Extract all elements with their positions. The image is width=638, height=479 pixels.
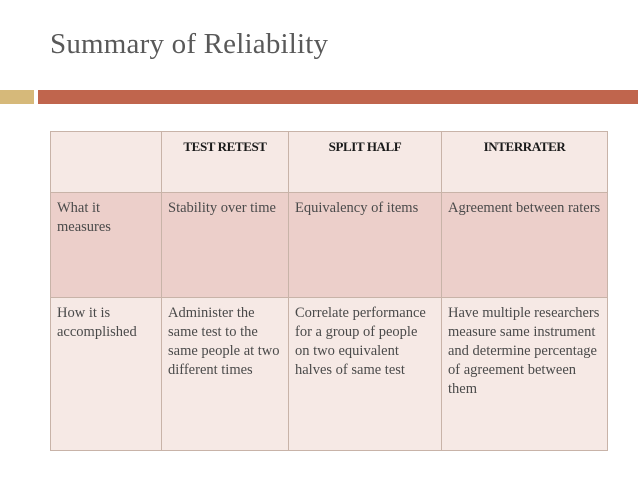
cell-split-half-measures: Equivalency of items xyxy=(289,193,442,298)
header-interrater: INTERRATER xyxy=(442,132,608,193)
row-label-what-it-measures: What it measures xyxy=(51,193,162,298)
cell-test-retest-method: Administer the same test to the same people at two different times xyxy=(162,298,289,451)
accent-bar-gold xyxy=(0,90,34,104)
cell-interrater-measures: Agreement between raters xyxy=(442,193,608,298)
header-test-retest: TEST RETEST xyxy=(162,132,289,193)
table-row xyxy=(51,298,608,451)
slide-title: Summary of Reliability xyxy=(50,28,329,60)
header-split-half: SPLIT HALF xyxy=(289,132,442,193)
header-cell-empty xyxy=(51,132,162,193)
row-label-how-accomplished: How it is accomplished xyxy=(51,298,162,451)
cell-interrater-method: Have multiple researchers measure same instrument and determine percentage of agreement between them xyxy=(442,298,608,451)
table-header-row xyxy=(51,132,608,193)
table-row xyxy=(51,193,608,298)
cell-test-retest-measures: Stability over time xyxy=(162,193,289,298)
reliability-summary-table xyxy=(50,131,608,451)
cell-split-half-method: Correlate performance for a group of people on two equivalent halves of same test xyxy=(289,298,442,451)
accent-bar-rust xyxy=(38,90,638,104)
